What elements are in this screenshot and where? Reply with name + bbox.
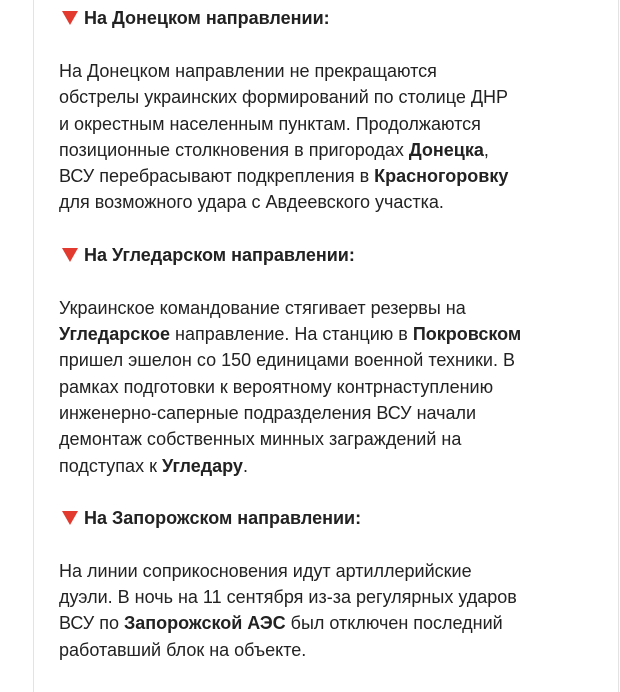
- section-paragraph-ugledar: [59, 295, 604, 479]
- bold-place-name: Донецка: [408, 139, 484, 160]
- paragraph-text-run: На Донецком направлении не прекращаются обстрелы украинских формирований по столице ДНР и окрестным населенным пунктам. Продолжаются позиционные столкновения в пригородах: [59, 61, 509, 160]
- message-card: [33, 0, 619, 692]
- section-heading-ugledar: [59, 241, 604, 269]
- section-heading-text: На Запорожском направлении:: [84, 507, 362, 528]
- section-heading-zaporozhye: [59, 504, 604, 532]
- paragraph-text-run: .: [242, 455, 248, 476]
- bold-place-name: Запорожской АЭС: [124, 613, 286, 634]
- paragraph-text-run: пришел эшелон со 150 единицами военной техники. В рамках подготовки к вероятному контрнаступлению инженерно-саперные подразделения ВСУ начали демонтаж собственных минных заграждений на подступах к: [59, 350, 515, 476]
- message-content: [59, 4, 604, 663]
- paragraph-text-run: Украинское командование стягивает резервы на: [59, 297, 466, 318]
- bold-place-name: Покровском: [412, 324, 522, 345]
- bold-place-name: Угледарское: [59, 324, 170, 345]
- paragraph-text-run: для возможного удара с Авдеевского участка.: [59, 192, 444, 213]
- red-triangle-down-icon: [62, 248, 78, 262]
- section-heading-text: На Угледарском направлении:: [84, 244, 355, 265]
- red-triangle-down-icon: [62, 511, 78, 525]
- section-heading-text: На Донецком направлении:: [84, 8, 330, 28]
- paragraph-text-run: , ВСУ перебрасывают подкрепления в: [59, 139, 489, 187]
- bold-place-name: Угледару: [161, 455, 243, 476]
- paragraph-text-run: направление. На станцию в: [170, 324, 413, 345]
- bold-place-name: Красногоровку: [374, 166, 509, 187]
- section-paragraph-zaporozhye: [59, 558, 604, 663]
- red-triangle-down-icon: [62, 11, 78, 25]
- section-paragraph-donetsk: [59, 58, 604, 216]
- section-heading-donetsk: [59, 4, 604, 32]
- paragraph-text-run: На линии соприкосновения идут артиллерийские дуэли. В ночь на 11 сентября из-за регулярных ударов ВСУ по: [59, 560, 517, 634]
- paragraph-text-run: был отключен последний работавший блок на объекте.: [59, 613, 503, 660]
